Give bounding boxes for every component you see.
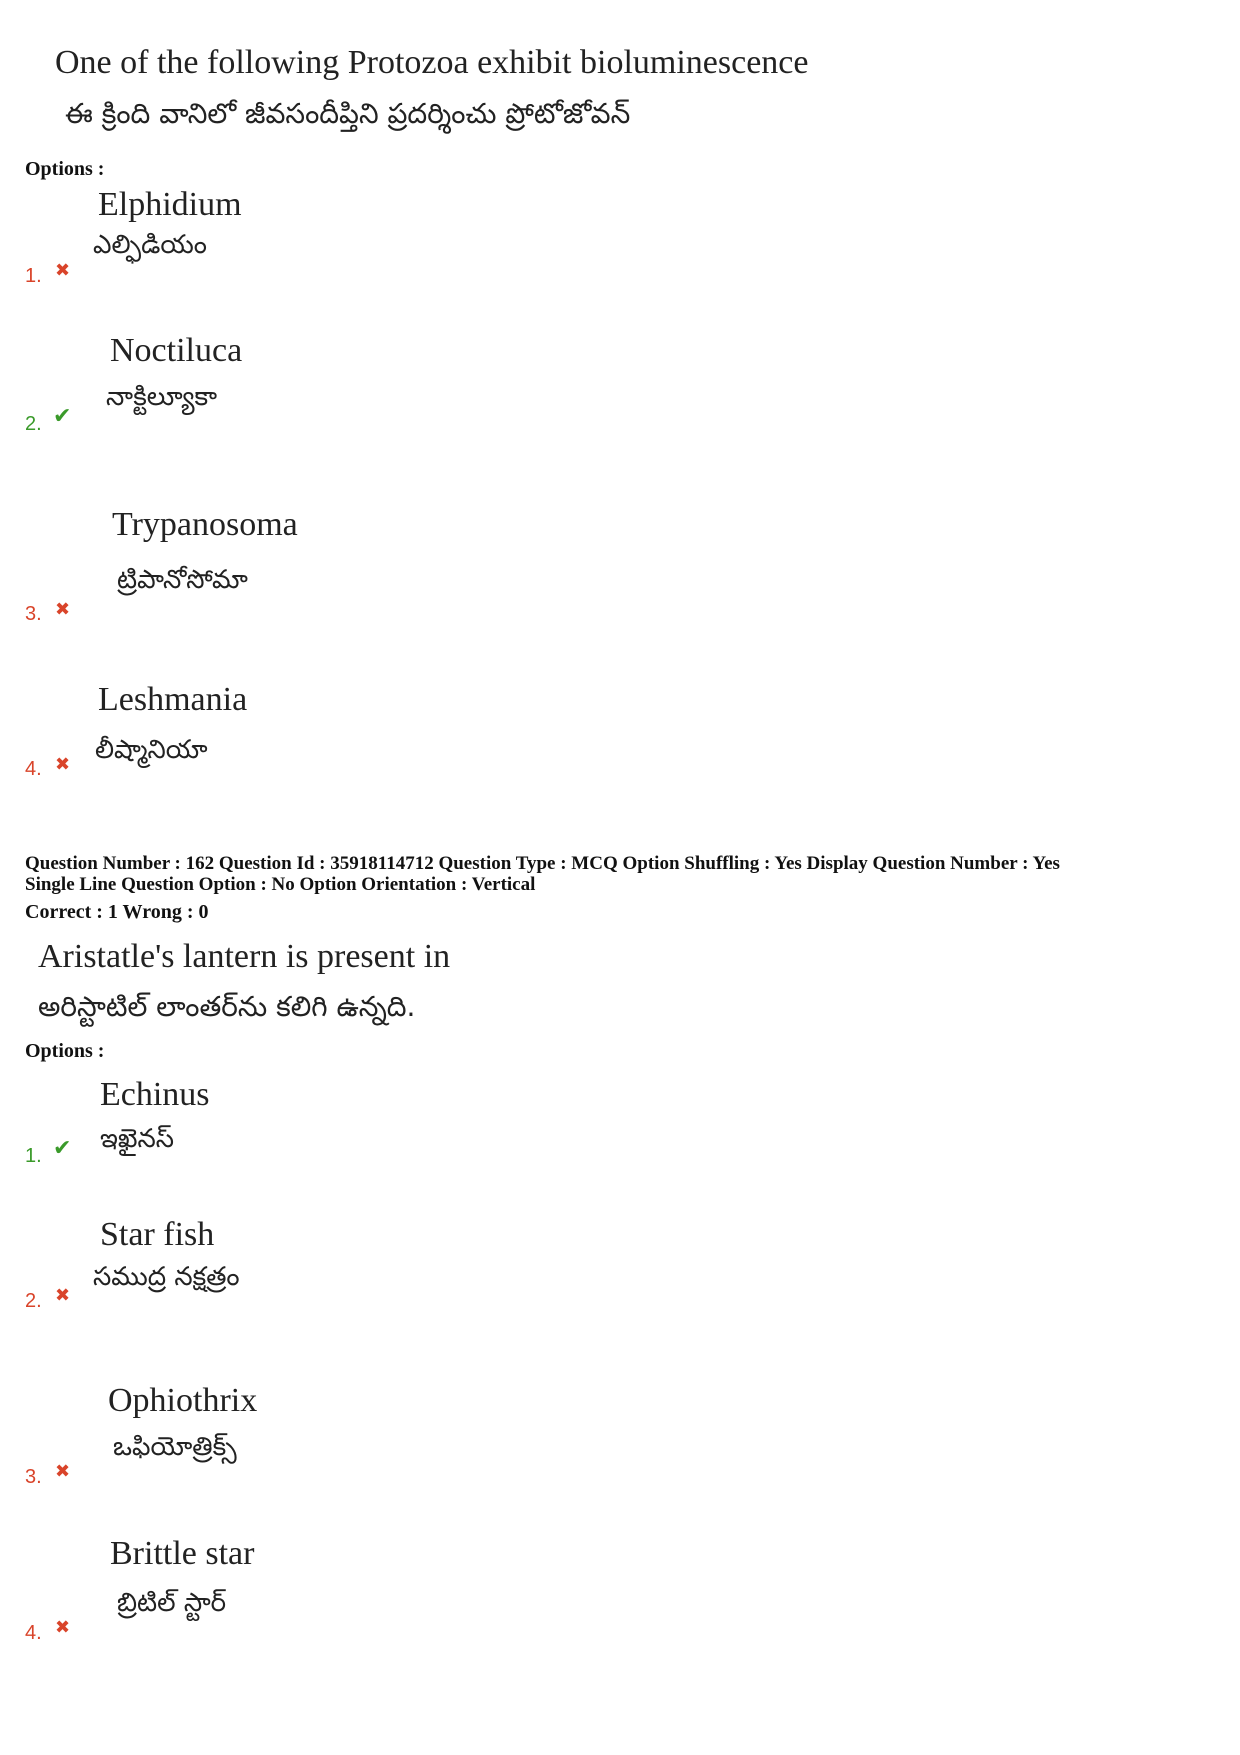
option-number: 1. bbox=[25, 265, 42, 287]
option-text-en: Star fish bbox=[100, 1216, 215, 1253]
question-text-te: అరిస్టాటిల్ లాంతర్‌ను కలిగి ఉన్నది. bbox=[38, 990, 416, 1023]
cross-icon: ✖ bbox=[55, 754, 71, 775]
option-text-te: ఇఖైనస్ bbox=[100, 1124, 175, 1154]
cross-icon: ✖ bbox=[55, 599, 71, 620]
option-number: 4. bbox=[25, 758, 42, 780]
option-text-en: Trypanosoma bbox=[112, 506, 298, 543]
question-text-te: ఈ క్రింది వానిలో జీవసందీప్తిని ప్రదర్శించు ప్రోటోజోవన్ bbox=[65, 97, 631, 130]
question-text-en: Aristatle's lantern is present in bbox=[38, 938, 451, 975]
option-text-te: బ్రిటిల్ స్టార్ bbox=[117, 1588, 227, 1618]
option-number: 1. bbox=[25, 1145, 42, 1167]
check-icon: ✔ bbox=[53, 1136, 72, 1161]
question-text-en: One of the following Protozoa exhibit bioluminescence bbox=[55, 44, 809, 81]
question-settings: Single Line Question Option : No Option Orientation : Vertical bbox=[25, 874, 536, 895]
check-icon: ✔ bbox=[53, 404, 72, 429]
cross-icon: ✖ bbox=[55, 260, 71, 281]
option-text-en: Elphidium bbox=[98, 186, 242, 223]
option-number: 2. bbox=[25, 413, 42, 435]
option-text-en: Brittle star bbox=[110, 1535, 255, 1572]
option-text-en: Leshmania bbox=[98, 681, 248, 718]
option-text-te: ఎల్ఫిడియం bbox=[93, 230, 207, 260]
option-text-en: Noctiluca bbox=[110, 332, 243, 369]
option-number: 3. bbox=[25, 603, 42, 625]
cross-icon: ✖ bbox=[55, 1461, 71, 1482]
option-text-te: ట్రిపానోసోమా bbox=[117, 565, 248, 595]
options-label: Options : bbox=[25, 158, 105, 180]
option-number: 2. bbox=[25, 1290, 42, 1312]
options-label: Options : bbox=[25, 1040, 105, 1062]
marking-scheme: Correct : 1 Wrong : 0 bbox=[25, 901, 209, 923]
option-text-en: Ophiothrix bbox=[108, 1382, 258, 1419]
option-text-te: సముద్ర నక్షత్రం bbox=[93, 1262, 240, 1292]
option-text-te: నాక్టిల్యూకా bbox=[106, 382, 218, 412]
option-text-te: లీష్మానియా bbox=[95, 735, 208, 765]
cross-icon: ✖ bbox=[55, 1285, 71, 1306]
option-number: 4. bbox=[25, 1622, 42, 1644]
cross-icon: ✖ bbox=[55, 1617, 71, 1638]
option-text-en: Echinus bbox=[100, 1076, 210, 1113]
question-metadata: Question Number : 162 Question Id : 35918114712 Question Type : MCQ Option Shuffling : Yes Display Question Number : Yes bbox=[25, 853, 1060, 874]
option-text-te: ఒఫియోత్రిక్స్ bbox=[113, 1432, 237, 1462]
option-number: 3. bbox=[25, 1466, 42, 1488]
